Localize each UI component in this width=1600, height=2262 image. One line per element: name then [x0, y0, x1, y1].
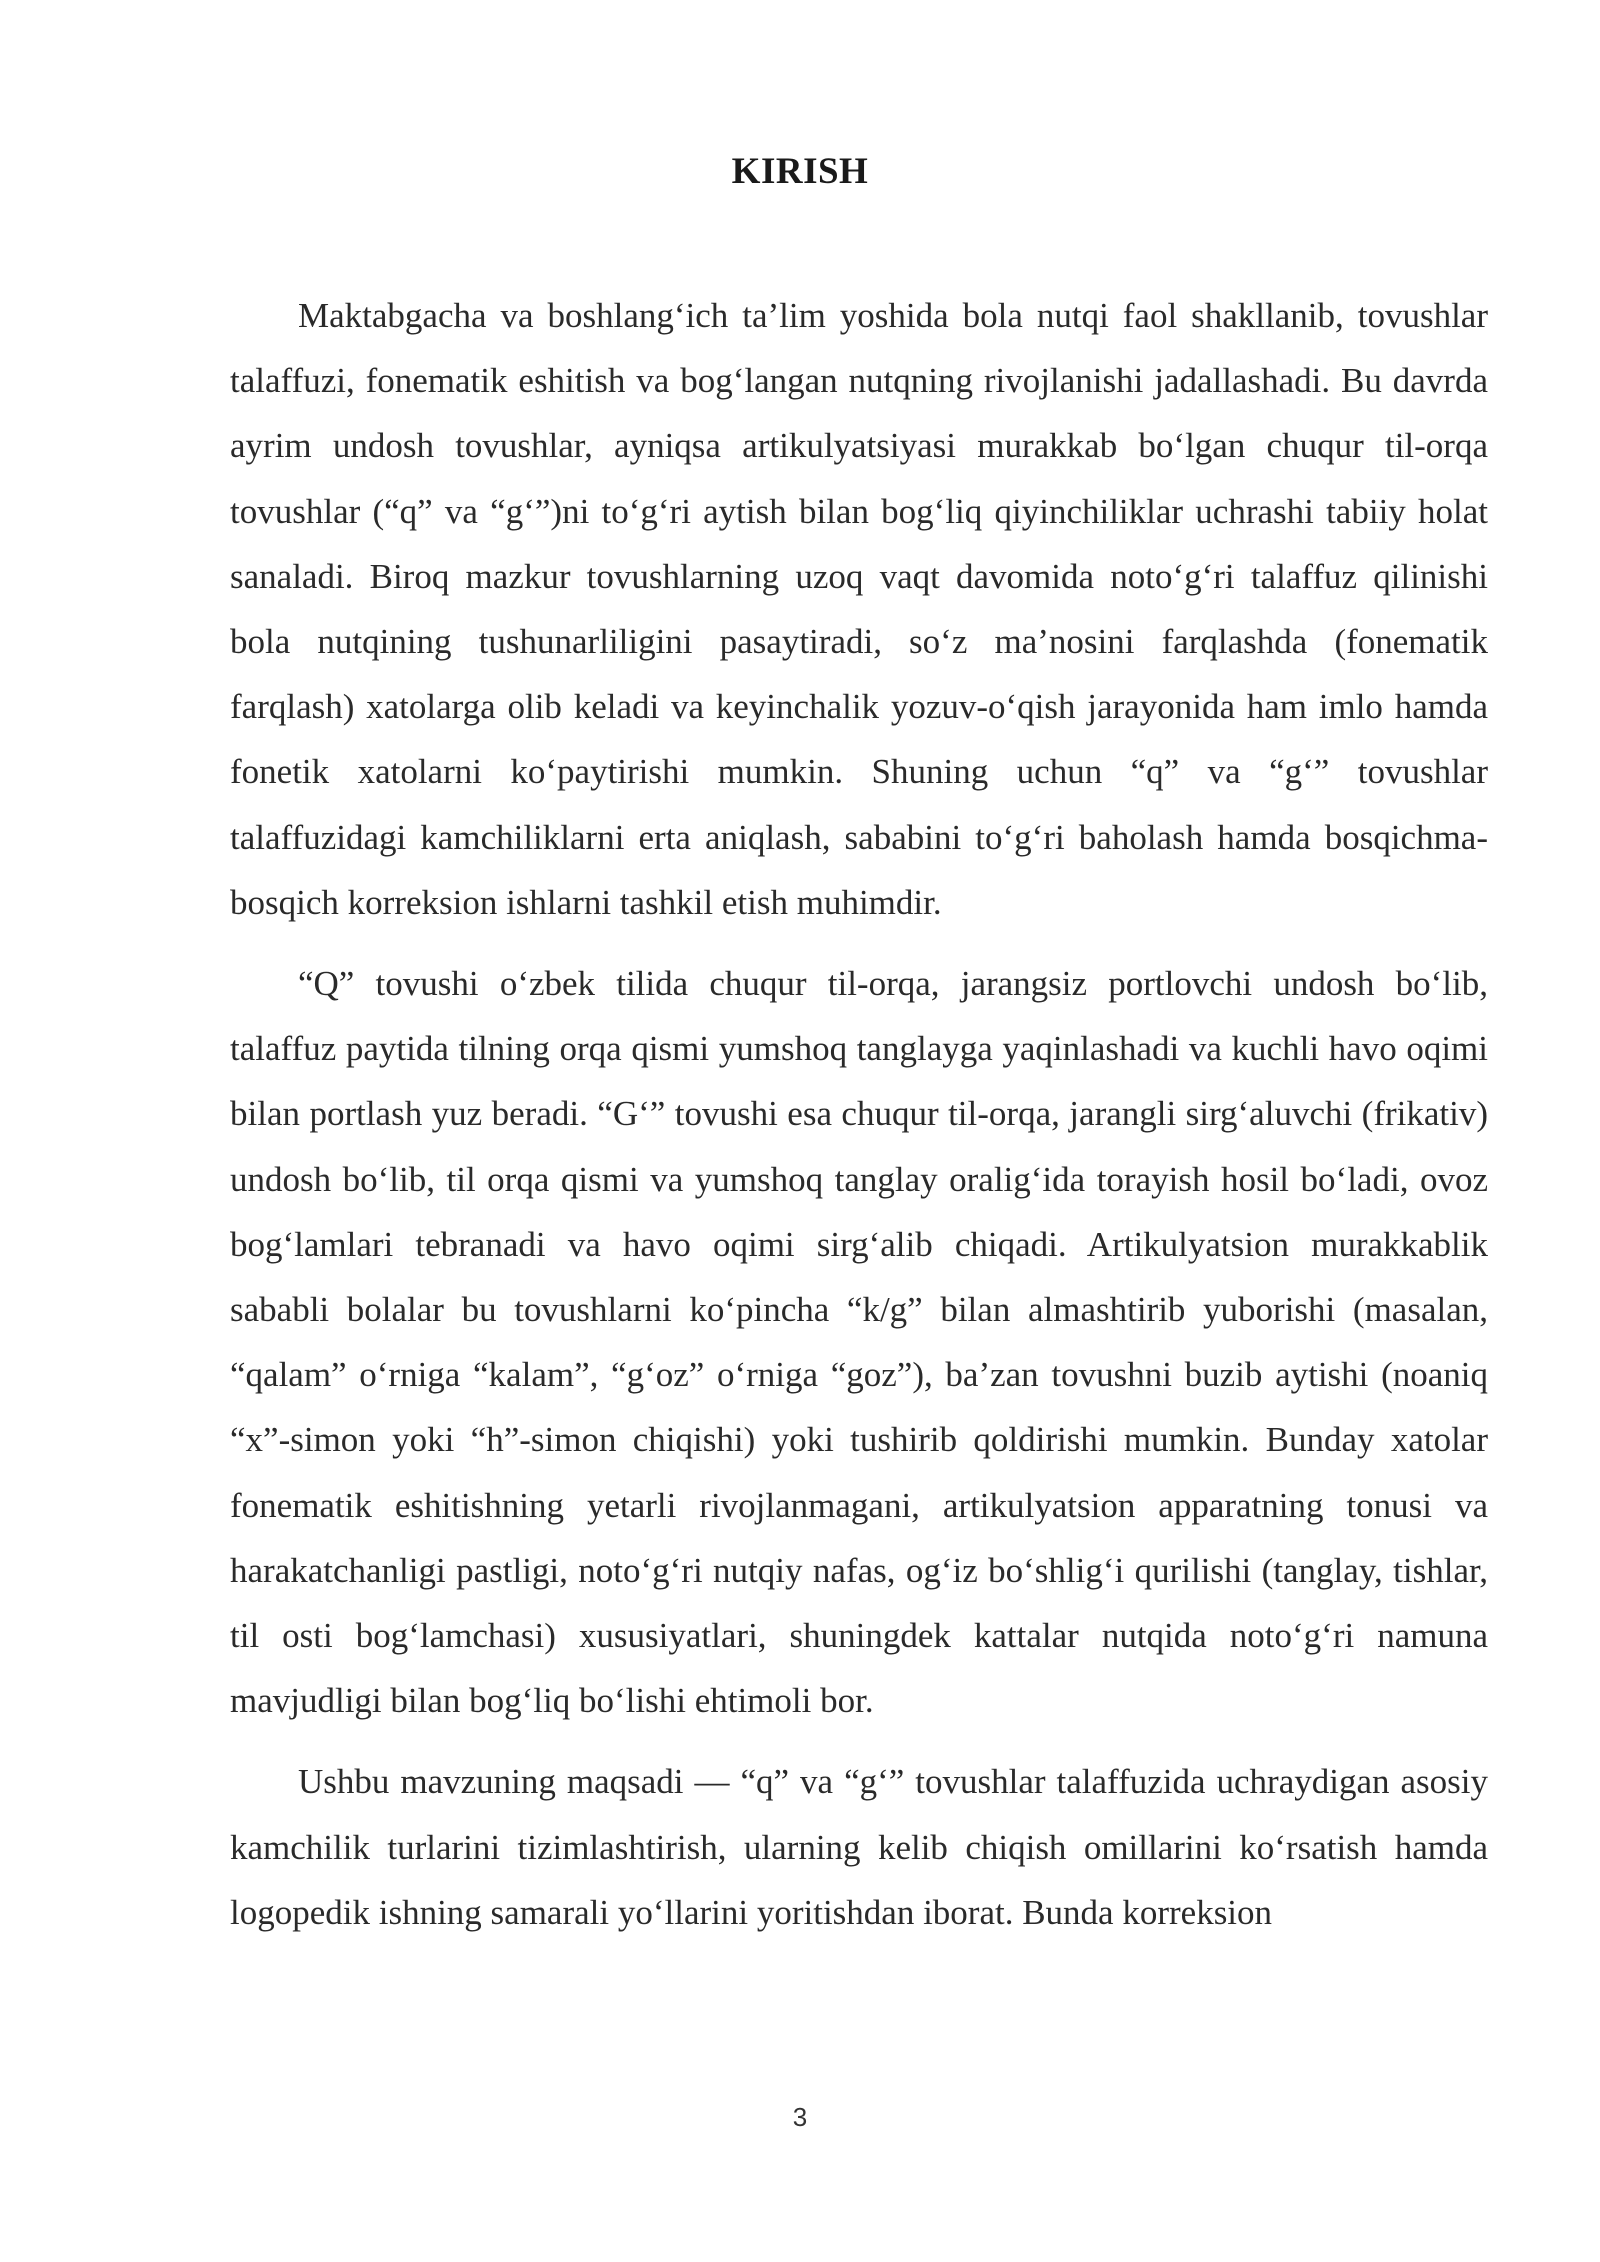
page-number: 3 — [792, 2102, 808, 2132]
paragraph-intro: Maktabgacha va boshlang‘ich ta’lim yoshida bola nutqi faol shakllanib, tovushlar talaffuzi, fonematik eshitish va bog‘langan nutqning rivojlanishi jadallashadi. Bu davrda ayrim undosh tovushlar, ayniqsa artikulyatsiyasi murakkab bo‘lgan chuqur til-orqa tovushlar (“q” va “g‘”)ni to‘g‘ri aytish bilan bog‘liq qiyinchiliklar uchrashi tabiiy holat sanaladi. Biroq mazkur tovushlarning uzoq vaqt davomida noto‘g‘ri talaffuz qilinishi bola nutqining tushunarliligini pasaytiradi, so‘z ma’nosini farqlashda (fonematik farqlash) xatolarga olib keladi va keyinchalik yozuv-o‘qish jarayonida ham imlo hamda fonetik xatolarni ko‘paytirishi mumkin. Shuning uchun “q” va “g‘” tovushlar talaffuzidagi kamchiliklarni erta aniqlash, sababini to‘g‘ri baholash hamda bosqichma-bosqich korreksion ishlarni tashkil etish muhimdir. — [230, 296, 1488, 922]
page-title: KIRISH — [731, 151, 869, 192]
paragraph-purpose: Ushbu mavzuning maqsadi — “q” va “g‘” tovushlar talaffuzida uchraydigan asosiy kamchilik turlarini tizimlashtirish, ularning kelib chiqish omillarini ko‘rsatish hamda logopedik ishning samarali yo‘llarini yoritishdan iborat. Bunda korreksion — [230, 1762, 1488, 1932]
paragraph-articulation: “Q” tovushi o‘zbek tilida chuqur til-orqa, jarangsiz portlovchi undosh bo‘lib, talaffuz paytida tilning orqa qismi yumshoq tanglayga yaqinlashadi va kuchli havo oqimi bilan portlash yuz beradi. “G‘” tovushi esa chuqur til-orqa, jarangli sirg‘aluvchi (frikativ) undosh bo‘lib, til orqa qismi va yumshoq tanglay oralig‘ida torayish hosil bo‘ladi, ovoz bog‘lamlari tebranadi va havo oqimi sirg‘alib chiqadi. Artikulyatsion murakkablik sababli bolalar bu tovushlarni ko‘pincha “k/g” bilan almashtirib yuborishi (masalan, “qalam” o‘rniga “kalam”, “g‘oz” o‘rniga “goz”), ba’zan tovushni buzib aytishi (noaniq “x”-simon yoki “h”-simon chiqishi) yoki tushirib qoldirishi mumkin. Bunday xatolar fonematik eshitishning yetarli rivojlanmagani, artikulyatsion apparatning tonusi va harakatchanligi pastligi, noto‘g‘ri nutqiy nafas, og‘iz bo‘shlig‘i qurilishi (tanglay, tishlar, til osti bog‘lamchasi) xususiyatlari, shuningdek kattalar nutqida noto‘g‘ri namuna mavjudligi bilan bog‘liq bo‘lishi ehtimoli bor. — [230, 964, 1488, 1721]
body-text — [230, 283, 1488, 1945]
